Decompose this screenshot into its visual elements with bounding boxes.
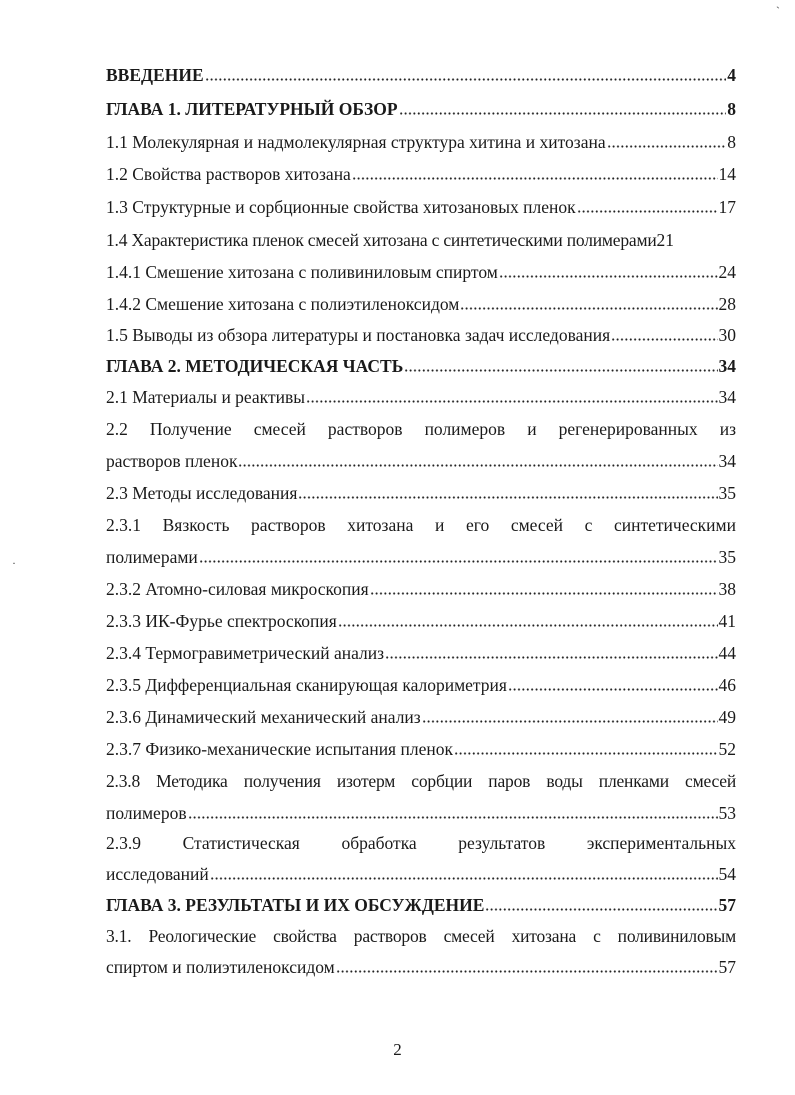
toc-entry-title: ГЛАВА 1. ЛИТЕРАТУРНЫЙ ОБЗОР — [106, 99, 398, 119]
toc-entry-page: 44 — [718, 643, 736, 663]
dot-leader — [352, 177, 718, 180]
toc-entry-title-continued: растворов пленок — [106, 451, 238, 471]
toc-entry-2-3-6 — [106, 702, 736, 728]
toc-entry-title: 2.3.5 Дифференциальная сканирующая калориметрия — [106, 675, 507, 695]
toc-entry-title: 2.3.2 Атомно-силовая микроскопия — [106, 579, 369, 599]
toc-entry-title: 1.2 Свойства растворов хитозана — [106, 164, 351, 184]
dot-leader — [607, 145, 727, 148]
dot-leader — [336, 970, 718, 973]
toc-entry-title: ВВЕДЕНИЕ — [106, 65, 204, 85]
toc-entry-title: 2.1 Материалы и реактивы — [106, 387, 305, 407]
dot-leader — [422, 720, 718, 723]
dot-leader — [508, 688, 718, 691]
toc-entry-title: 1.4.2 Смешение хитозана с полиэтиленоксидом — [106, 294, 460, 314]
toc-entry-2-3-1-line2 — [106, 542, 736, 568]
toc-entry-page: 38 — [718, 579, 736, 599]
toc-entry-3-1-line2 — [106, 952, 736, 978]
toc-entry-2-2-line2 — [106, 446, 736, 472]
toc-entry-page: 35 — [718, 483, 736, 503]
toc-entry-1-4-2 — [106, 289, 736, 315]
toc-entry-page: 35 — [718, 547, 736, 567]
dot-leader — [611, 338, 717, 341]
toc-entry-introduction — [106, 60, 736, 86]
toc-entry-page: 21 — [656, 230, 674, 250]
toc-entry-title: 1.4 Характеристика пленок смесей хитозана с синтетическими полимерами — [106, 230, 657, 250]
toc-entry-title: 3.1. Реологические свойства растворов смесей хитозана с поливиниловым — [106, 926, 736, 946]
toc-entry-page: 34 — [718, 356, 736, 376]
toc-entry-1-4 — [106, 225, 736, 251]
toc-entry-title: ГЛАВА 2. МЕТОДИЧЕСКАЯ ЧАСТЬ — [106, 356, 404, 376]
dot-leader — [399, 112, 727, 115]
toc-entry-1-4-1 — [106, 257, 736, 283]
toc-entry-page: 8 — [727, 132, 736, 152]
toc-entry-title: 2.3.7 Физико-механические испытания пленок — [106, 739, 453, 759]
dot-leader — [370, 592, 718, 595]
toc-entry-page: 30 — [718, 325, 736, 345]
toc-entry-title: 2.3.9 Статистическая обработка результатов экспериментальных — [106, 833, 736, 853]
toc-entry-page: 8 — [727, 99, 736, 119]
toc-entry-title: 1.4.1 Смешение хитозана с поливиниловым спиртом — [106, 262, 498, 282]
toc-entry-2-3-2 — [106, 574, 736, 600]
toc-entry-2-3-3 — [106, 606, 736, 632]
toc-entry-page: 14 — [718, 164, 736, 184]
toc-entry-title: 2.3.8 Методика получения изотерм сорбции паров воды пленками смесей — [106, 771, 736, 791]
toc-entry-page: 4 — [727, 65, 736, 85]
toc-entry-title: 2.3.4 Термогравиметрический анализ — [106, 643, 385, 663]
toc-entry-page: 24 — [718, 262, 736, 282]
dot-leader — [306, 400, 718, 403]
toc-entry-page: 52 — [718, 739, 736, 759]
toc-entry-2-3-8-line1 — [106, 766, 736, 792]
toc-entry-2-3-9-line2 — [106, 859, 736, 885]
toc-entry-title: 2.3.1 Вязкость растворов хитозана и его смесей с синтетическими — [106, 515, 736, 535]
toc-entry-title: 2.3.3 ИК-Фурье спектроскопия — [106, 611, 337, 631]
toc-entry-2-3-7 — [106, 734, 736, 760]
toc-entry-1-3 — [106, 192, 736, 218]
toc-entry-page: 57 — [718, 895, 736, 915]
toc-entry-page: 57 — [718, 957, 736, 977]
toc-entry-chapter-3 — [106, 890, 736, 916]
toc-entry-1-5 — [106, 320, 736, 346]
toc-entry-title: 1.1 Молекулярная и надмолекулярная структура хитина и хитозана — [106, 132, 606, 152]
toc-entry-page: 49 — [718, 707, 736, 727]
toc-entry-1-2 — [106, 159, 736, 185]
toc-entry-title: 1.3 Структурные и сорбционные свойства хитозановых пленок — [106, 197, 576, 217]
toc-entry-chapter-1 — [106, 94, 736, 120]
scan-speck: ` — [776, 4, 780, 18]
toc-entry-2-2-line1 — [106, 414, 736, 440]
toc-entry-2-1 — [106, 382, 736, 408]
toc-entry-title-continued: полимерами — [106, 547, 198, 567]
dot-leader — [485, 908, 717, 911]
toc-entry-1-1 — [106, 127, 736, 153]
toc-entry-page: 17 — [718, 197, 736, 217]
dot-leader — [188, 816, 718, 819]
dot-leader — [205, 78, 727, 81]
toc-entry-title-continued: спиртом и полиэтиленоксидом — [106, 957, 335, 977]
dot-leader — [385, 656, 717, 659]
toc-entry-page: 46 — [718, 675, 736, 695]
toc-entry-page: 41 — [718, 611, 736, 631]
toc-entry-2-3-1-line1 — [106, 510, 736, 536]
toc-entry-chapter-2 — [106, 351, 736, 377]
toc-entry-page: 28 — [718, 294, 736, 314]
toc-entry-title-continued: полимеров — [106, 803, 187, 823]
dot-leader — [404, 369, 717, 372]
toc-entry-2-3-8-line2 — [106, 798, 736, 824]
toc-entry-page: 34 — [718, 451, 736, 471]
toc-entry-page: 53 — [718, 803, 736, 823]
toc-entry-2-3-5 — [106, 670, 736, 696]
toc-entry-3-1-line1 — [106, 921, 736, 947]
dot-leader — [238, 464, 717, 467]
dot-leader — [199, 560, 718, 563]
toc-entry-title: 1.5 Выводы из обзора литературы и постановка задач исследования — [106, 325, 611, 345]
toc-entry-2-3-4 — [106, 638, 736, 664]
dot-leader — [577, 210, 718, 213]
dot-leader — [499, 275, 718, 278]
toc-entry-2-3 — [106, 478, 736, 504]
toc-entry-page: 54 — [718, 864, 736, 884]
dot-leader — [454, 752, 718, 755]
scan-speck: · — [12, 556, 16, 570]
toc-entry-title: 2.2 Получение смесей растворов полимеров и регенерированных из — [106, 419, 736, 439]
toc-entry-title: ГЛАВА 3. РЕЗУЛЬТАТЫ И ИХ ОБСУЖДЕНИЕ — [106, 895, 485, 915]
dot-leader — [338, 624, 718, 627]
toc-entry-2-3-9-line1 — [106, 828, 736, 854]
page-number: 2 — [393, 1040, 402, 1059]
dot-leader — [298, 496, 717, 499]
dot-leader — [210, 877, 718, 880]
toc-entry-title: 2.3 Методы исследования — [106, 483, 298, 503]
dot-leader — [460, 307, 717, 310]
toc-entry-page: 34 — [718, 387, 736, 407]
toc-entry-title: 2.3.6 Динамический механический анализ — [106, 707, 421, 727]
toc-entry-title-continued: исследований — [106, 864, 209, 884]
